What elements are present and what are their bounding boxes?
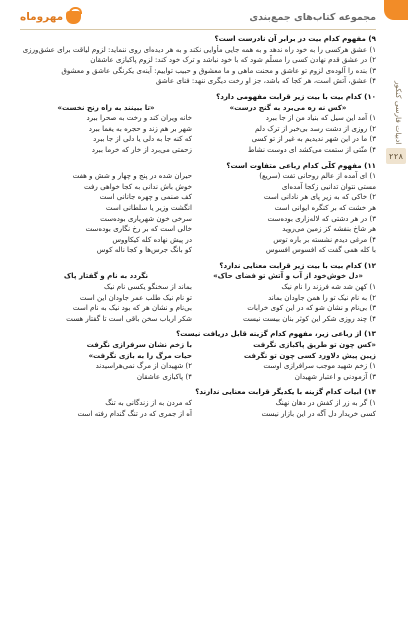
question-11-right-line-7: ۴) مرغی دیدم نشسته بر باره توس — [273, 234, 376, 244]
question-11-right-line-6: هر شاخ بنفشه کز زمین می‌روید — [282, 224, 376, 234]
question-10-verse-left: «تا ببینند به راه رنج نخست» — [57, 102, 155, 112]
page-content — [20, 34, 376, 419]
page-number: ۲۲۸ — [386, 148, 406, 164]
question-13-verse-left-2: حیات مرگ را به بازی نگرفت» — [88, 350, 192, 360]
question-11-left-line-3: کف صنمی و چهره جانانی است — [99, 192, 192, 202]
question-11-left-line-8: کو بانگ جرس‌ها و کجا ناله کوس — [96, 245, 192, 255]
side-title: ادبیات فارسی کنکور — [394, 80, 403, 144]
question-10-line-2: شهر بر هم زند و حجره به یغما ببرد — [88, 123, 192, 133]
question-12-line-2: تو نام نیک طلب عمر جاودان این است — [79, 292, 192, 302]
question-11-right-line-1: ۱) ای آمده از عالم روحانی تفت (سریع) — [259, 171, 376, 181]
question-11-right-line-3: ۲) خاکی که به زیر پای هر نادانی است — [263, 192, 376, 202]
question-10-option-4: ۴) منّتی از ستمت می‌کشد ای دوست نشاط — [247, 144, 376, 154]
publisher-logo — [20, 11, 81, 24]
question-12-body — [20, 271, 376, 324]
question-12-option-1: ۱) کهن شد شه فرزند را نام نیک — [281, 282, 376, 292]
question-13-body — [20, 340, 376, 382]
question-11-title: ۱۱) مفهوم کلّی کدام رباعی متفاوت است؟ — [226, 160, 376, 170]
question-13-title: ۱۳) از رباعی زیر، مفهوم کدام گزینه قابل دریافت نیست؟ — [176, 329, 376, 339]
question-14-body — [20, 398, 376, 419]
page-header — [20, 6, 376, 28]
logo-bag-icon — [66, 11, 81, 24]
question-10-option-1: ۱) آمد این سیل که بنیاد من از جا ببرد — [265, 113, 376, 123]
question-14-right-line-2: کسی خریدار دل آگه در این بازار نیست — [261, 408, 376, 418]
question-14-left-line-2: آه از جمری که در تنگ گندام رفته است — [77, 408, 192, 418]
question-9-title: ۹) مفهوم کدام بیت در برابر آن نادرست است؟ — [214, 34, 376, 43]
question-12-line-3: بی‌نام و نشان هر که بود نیک به نام است — [72, 303, 192, 313]
question-10-option-3: ۳) ما در این شهر ندیدیم به غیر از تو کسی — [251, 134, 376, 144]
question-12-verse-left: نگردد به نام و گفتار پاک — [63, 271, 149, 281]
question-10-line-4: زحمتی می‌برد از خار که خرما ببرد — [91, 144, 192, 154]
question-12-title: ۱۲) کدام بیت با بیت زیر قرابت معنایی ندارد؟ — [219, 260, 376, 270]
question-9-option-2: ۲) در عشق قدم نهادن کسی را مسلّم شود که با خود نباشد و ترک خود کند: لزوم پاکبازی عاشقان — [90, 55, 376, 65]
question-13-verse-right-2: زیبن پیش دلاورد کسی چون تو نگرفت — [243, 350, 376, 360]
header-divider — [20, 29, 376, 30]
question-11-left-line-5: سرخی خون شهریاری بوده‌ست — [100, 213, 192, 223]
question-9-option-3: ۳) بنده را آلوده‌ی لزوم تو عاشق و محنت ماهی و ما معشوق و حبیب تواییم: آینه‌ی یکرنگی عاشق و معشوق — [61, 65, 376, 75]
question-11-left-line-6: خالی است که بر رخ نگاری بوده‌ست — [85, 224, 192, 234]
question-11-right-line-5: ۳) در هر دشتی که لاله‌زاری بوده‌ست — [267, 213, 376, 223]
question-9-option-4: ۴) عشق، آتش است، هر کجا که باشد، جز او رخت دیگری ننهد: فنای عاشق — [155, 76, 376, 86]
question-10-option-2: ۲) روزی از دشت رسد بی‌خبر از ترک دلم — [254, 123, 376, 133]
question-11-left-line-2: خوش باش ندانی به کجا خواهی رفت — [84, 181, 192, 191]
question-12-verse-right: «دل خوش‌خود از آب و آتش تو فضای حاک» — [213, 271, 363, 281]
question-11-left-line-4: انگشت وزیر یا سلطانی است — [105, 202, 192, 212]
question-10-title: ۱۰) کدام بیت با بیت زیر قرابت مفهومی دارد؟ — [216, 91, 376, 101]
question-14-left-line-1: که مردن به از زندگانی به تنگ — [105, 398, 192, 407]
question-12-option-3: ۳) بی‌نام و نشان شو که در این کوی خرابات — [247, 303, 376, 313]
question-9-option-1: ۱) عشق هرکسی را به خود راه ندهد و به همه جایی مأوایی نکند و به هر دیده‌ای روی ننماید: لزوم لیاقت برای عشق‌ورزی — [22, 44, 376, 54]
question-13-verse-left-1: با زخم نشان سرفرازی نگرفت — [86, 340, 192, 350]
question-10-line-3: که کنه جا به دلی یا دلی از جا ببرد — [93, 134, 192, 144]
side-strip — [384, 0, 408, 619]
question-13-option-1: ۱) زخم شهید موجب سرافرازی اوست — [263, 361, 376, 371]
question-12-line-1: بماند از سخنگو یکسی نام نیک — [104, 282, 192, 292]
question-13-option-3: ۳) آزمودنی و اعتبار شهیدان — [294, 371, 376, 381]
question-11-body — [20, 171, 376, 256]
question-10-verse-right: «کس نه ره می‌برد به گنج درست» — [229, 102, 347, 112]
question-13-option-2: ۲) شهیدان از مرگ نمی‌هراسیدند — [95, 361, 192, 371]
question-14-title: ۱۴) ابیات کدام گزینه با یکدیگر قرابت معنایی ندارند؟ — [195, 387, 376, 397]
question-10-body — [20, 103, 376, 156]
question-13-verse-right-1: «کس چون تو طریق پاکبازی نگرفت — [253, 340, 376, 350]
corner-tab — [384, 0, 408, 20]
question-11-left-line-1: حیران شده در پنج و چهار و شش و هفت — [72, 171, 192, 181]
question-12-option-4: ۴) چند روزی شکر این کوثر بنان بیست نیست — [242, 313, 376, 323]
question-13-option-4: ۴) پاکبازی عاشقان — [136, 371, 192, 381]
logo-text: مهروماه — [20, 11, 64, 23]
question-11-right-line-4: هر خشت که بر کنگره ایوانی است — [274, 202, 376, 212]
series-title: مجموعه کتاب‌های جمع‌بندی — [249, 11, 376, 23]
question-12-option-2: ۲) به نام نیک تو را همن جاودان بماند — [268, 292, 376, 302]
question-11-right-line-2: مستی نتوان تدانیی زکجا آمده‌ای — [281, 181, 376, 191]
question-10-line-1: خانه ویران کند و رخت به صحرا ببرد — [86, 113, 192, 123]
question-11-right-line-8: با کله همی گفت که افسوس افسوس — [265, 245, 376, 255]
question-14-right-line-1: ۱) گر به زر از کفش در دهان نهنگ — [275, 398, 376, 407]
question-12-line-4: شکر ارباب سخن باقی است تا گفتار هست — [66, 313, 192, 323]
question-11-left-line-7: در پیش نهاده کله کیکاووس — [112, 234, 192, 244]
